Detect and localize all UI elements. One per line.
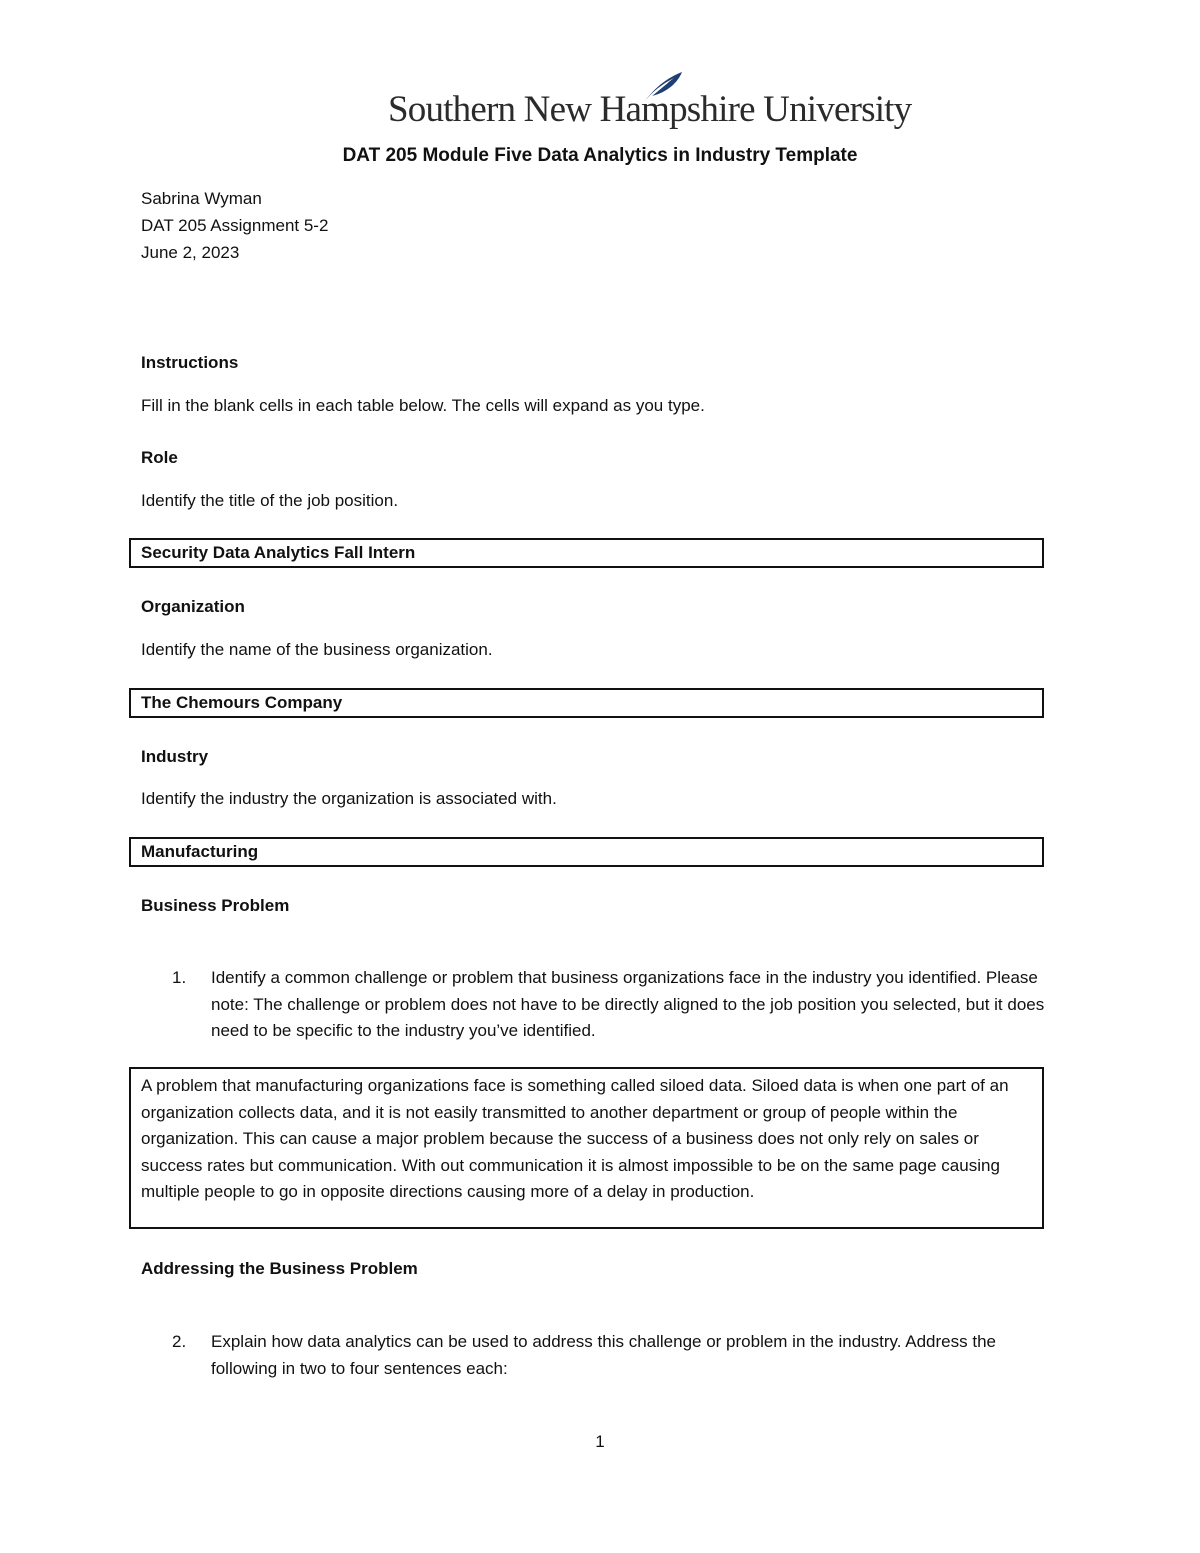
list-number: 1.	[172, 968, 187, 987]
page-number: 1	[595, 1432, 605, 1451]
question-text: Explain how data analytics can be used to address this challenge or problem in the industry. Address the following in two to four sentences each:	[211, 1332, 996, 1378]
industry-prompt: Identify the industry the organization is associated with.	[141, 789, 557, 808]
instructions-text: Fill in the blank cells in each table below. The cells will expand as you type.	[141, 396, 705, 415]
business-problem-answer-cell[interactable]: A problem that manufacturing organizations face is something called siloed data. Siloed data is when one part of an organization collects data, and it is not easily transmitted to another department or group of people within the organization. This can cause a major problem because the success of a business does not only rely on sales or success rates but communication. With out communication it is almost impossible to be on the same page causing multiple people to go in opposite directions causing more of a delay in production.	[129, 1067, 1044, 1229]
logo-wordmark: Southern New Hampshire University	[388, 89, 912, 130]
instructions-heading: Instructions	[141, 353, 239, 372]
organization-prompt: Identify the name of the business organization.	[141, 640, 493, 659]
role-heading: Role	[141, 448, 178, 467]
industry-heading: Industry	[141, 747, 209, 766]
role-prompt: Identify the title of the job position.	[141, 491, 399, 510]
organization-heading: Organization	[141, 597, 245, 616]
question-text: Identify a common challenge or problem that business organizations face in the industry you identified. Please note: The challenge or problem does not have to be directly aligned to the job position you selected, but it does need to be specific to the industry you’ve identified.	[211, 968, 1045, 1040]
assignment-name: DAT 205 Assignment 5-2	[141, 216, 329, 235]
addressing-heading: Addressing the Business Problem	[141, 1259, 418, 1278]
document-date: June 2, 2023	[141, 243, 240, 262]
author-name: Sabrina Wyman	[141, 189, 262, 208]
university-logo	[388, 70, 912, 138]
role-answer-cell[interactable]: Security Data Analytics Fall Intern	[129, 538, 1044, 568]
document-title: DAT 205 Module Five Data Analytics in Industry Template	[342, 145, 858, 166]
industry-answer-cell[interactable]: Manufacturing	[129, 837, 1044, 867]
business-problem-heading: Business Problem	[141, 896, 290, 915]
organization-answer-cell[interactable]: The Chemours Company	[129, 688, 1044, 718]
list-number: 2.	[172, 1332, 187, 1351]
